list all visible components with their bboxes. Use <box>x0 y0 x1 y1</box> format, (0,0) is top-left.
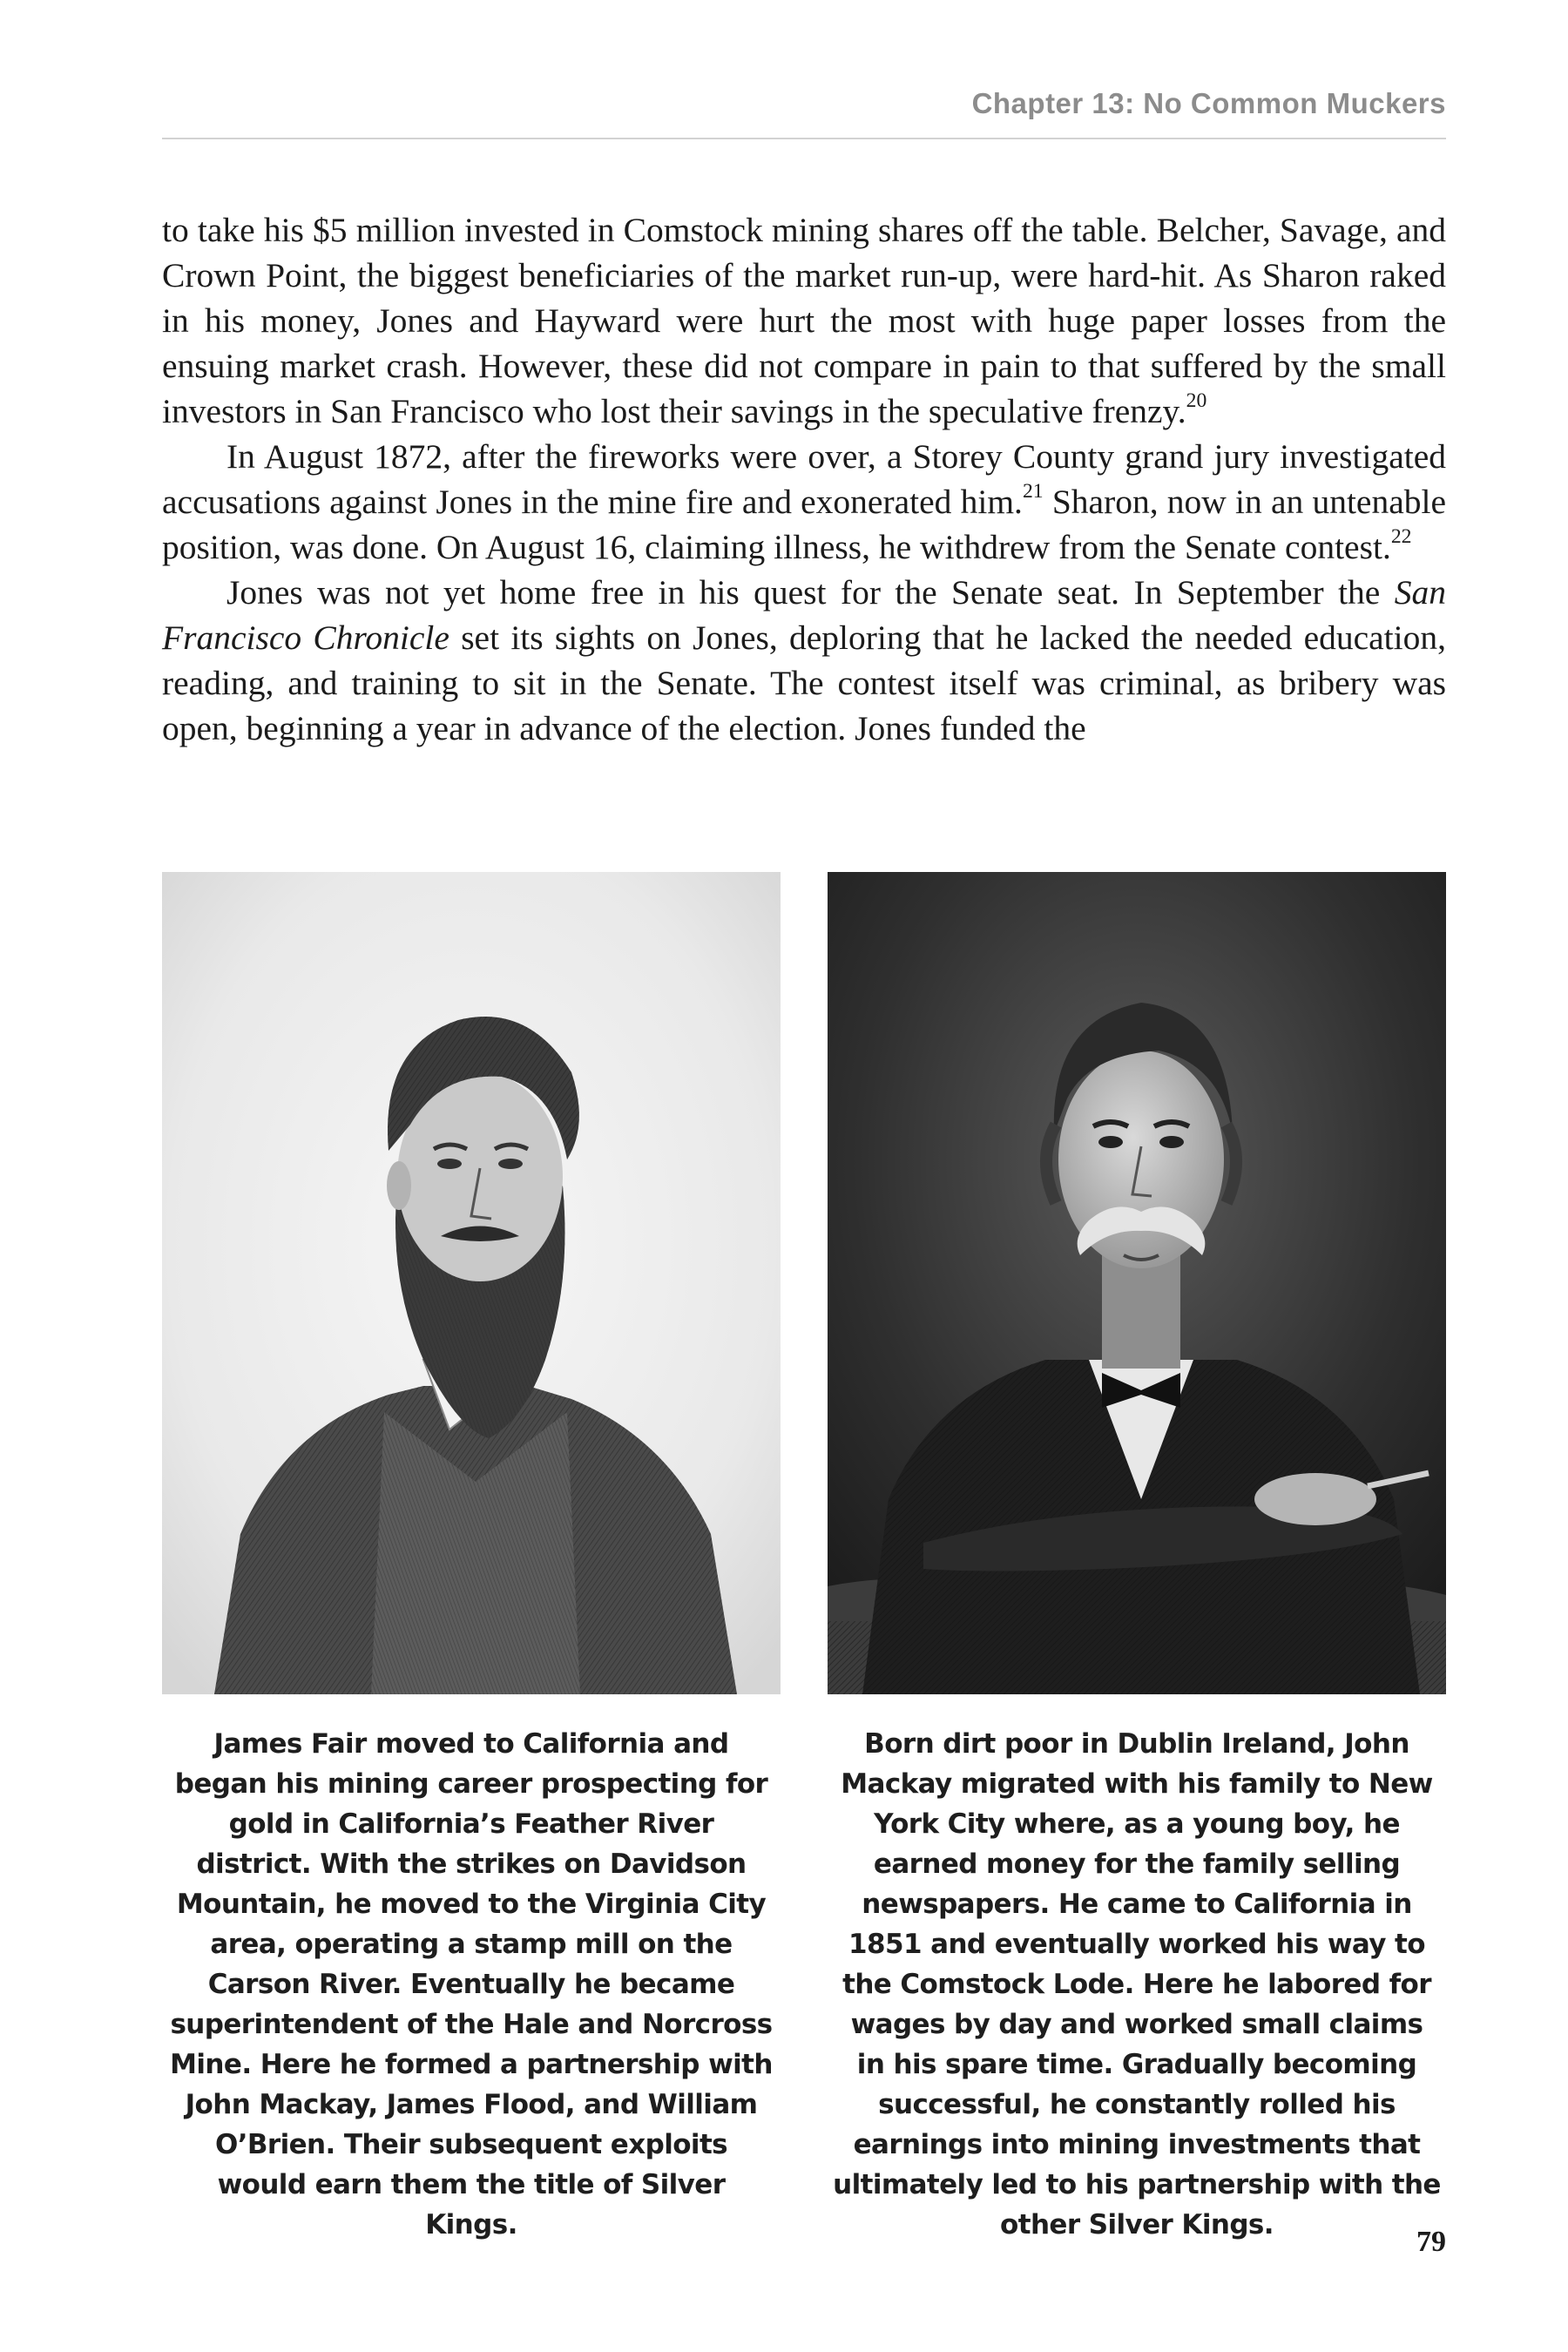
page-number: 79 <box>1416 2226 1446 2258</box>
body-text <box>162 207 1446 751</box>
footnote-ref-22: 22 <box>1390 525 1412 549</box>
newspaper-title: San Francisco Chronicle <box>162 573 1446 657</box>
portrait-photo-right <box>828 872 1446 1694</box>
footnote-ref-20: 20 <box>1186 389 1207 413</box>
figure-right <box>828 872 1446 2245</box>
paragraph-2-text-a: In August 1872, after the fireworks were over, a Storey County grand jury investigated accusations against Jones in the mine fire and exonerated him. <box>162 437 1446 521</box>
paragraph-1-text: to take his $5 million invested in Comstock mining shares off the table. Belcher, Savage, and Crown Point, the biggest beneficiaries of the market run-up, were hard-hit. As Sharon raked in his money, Jones and Hayward were hurt the most with huge paper losses from the ensuing market crash. However, these did not compare in pain to that suffered by the small investors in San Francisco who lost their savings in the speculative frenzy. <box>162 211 1446 430</box>
paragraph-3-text-a: Jones was not yet home free in his quest for the Senate seat. In September the <box>226 573 1395 612</box>
header-rule <box>162 138 1446 139</box>
paragraph-1 <box>162 207 1446 434</box>
paragraph-2-text-b: Sharon, now in an untenable position, was done. On August 16, claiming illness, he withdrew from the Senate contest. <box>162 483 1446 566</box>
figure-left <box>162 872 781 2245</box>
running-header: Chapter 13: No Common Muckers <box>971 87 1446 119</box>
footnote-ref-21: 21 <box>1022 480 1044 504</box>
paragraph-2 <box>162 434 1446 570</box>
caption-right: Born dirt poor in Dublin Ireland, John Mackay migrated with his family to New York City where, as a young boy, he earned money for the family selling newspapers. He came to California in 1851 and eventually worked his way to the Comstock Lode. Here he labored for wages by day and worked small claims in his spare time. Gradually becoming successful, he constantly rolled his earnings into mining investments that ultimately led to his partnership with the other Silver Kings. <box>833 1728 1441 2240</box>
paragraph-3-text-b: set its sights on Jones, deploring that he lacked the needed education, reading, and training to sit in the Senate. The contest itself was criminal, as bribery was open, beginning a year in advance of the election. Jones funded the <box>162 618 1446 747</box>
portrait-photo-left <box>162 872 781 1694</box>
paragraph-3 <box>162 570 1446 751</box>
caption-left: James Fair moved to California and began his mining career prospecting for gold in California’s Feather River district. With the strikes on Davidson Mountain, he moved to the Virginia City area, operating a stamp mill on the Carson River. Eventually he became superintendent of the Hale and Norcross Mine. Here he formed a partnership with John Mackay, James Flood, and William O’Brien. Their subsequent exploits would earn them the title of Silver Kings. <box>170 1728 773 2240</box>
